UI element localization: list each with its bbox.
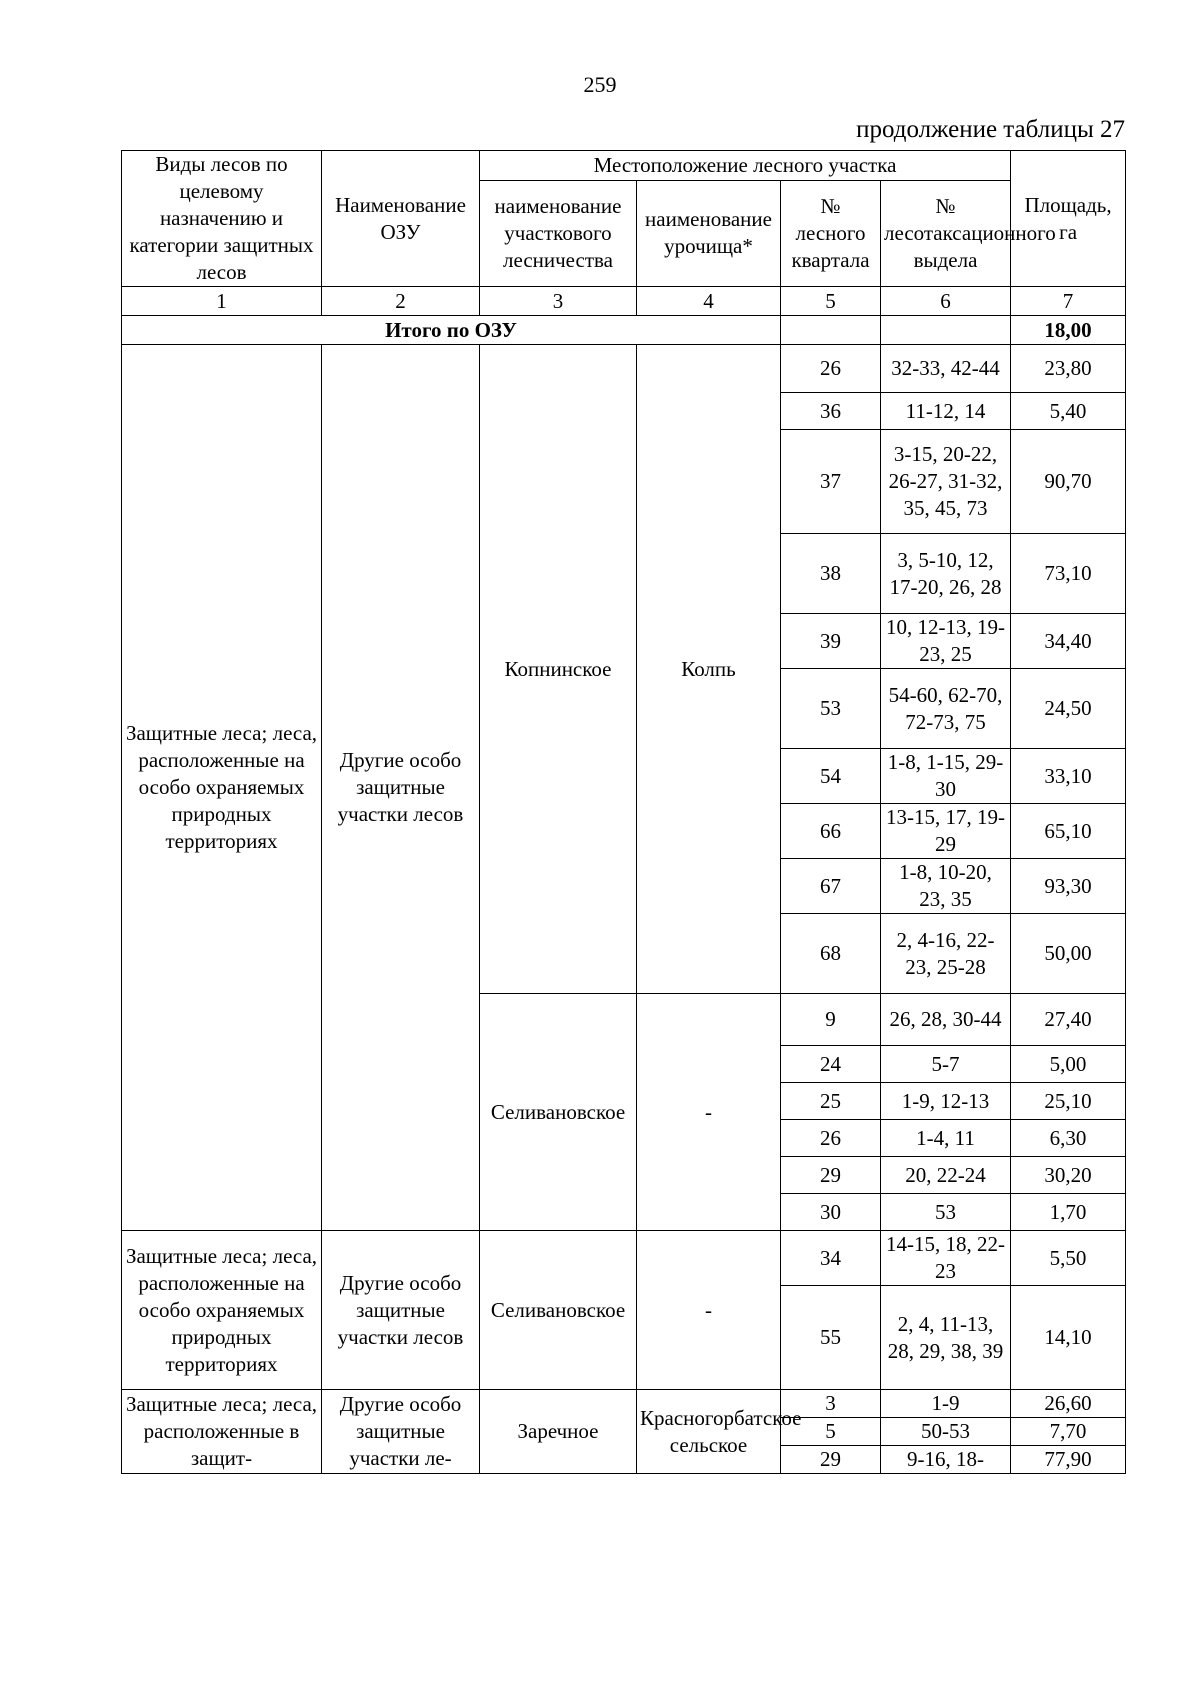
column-number: 6: [881, 287, 1011, 316]
forest-type-cell: Защитные леса; леса, расположенные на особо охраняемых природных территориях: [122, 1231, 322, 1390]
total-area: 18,00: [1011, 316, 1126, 345]
tract-cell: -: [637, 994, 781, 1231]
stand-cell: 2, 4, 11-13, 28, 29, 38, 39: [881, 1286, 1011, 1390]
area-cell: 33,10: [1011, 749, 1126, 804]
table-row: [122, 1231, 1126, 1286]
ozu-name-cell: Другие особо защитные участки ле-: [322, 1390, 480, 1474]
header-ozu-name: Наименование ОЗУ: [322, 151, 480, 287]
area-cell: 1,70: [1011, 1194, 1126, 1231]
stand-cell: 3, 5-10, 12, 17-20, 26, 28: [881, 534, 1011, 614]
quarter-cell: 29: [781, 1157, 881, 1194]
area-cell: 6,30: [1011, 1120, 1126, 1157]
area-cell: 30,20: [1011, 1157, 1126, 1194]
area-cell: 34,40: [1011, 614, 1126, 669]
tract-cell: Колпь: [637, 345, 781, 994]
area-cell: 65,10: [1011, 804, 1126, 859]
area-cell: 5,50: [1011, 1231, 1126, 1286]
stand-cell: 9-16, 18-: [881, 1446, 1011, 1474]
quarter-cell: 54: [781, 749, 881, 804]
district-cell: Заречное: [480, 1390, 637, 1474]
area-cell: 73,10: [1011, 534, 1126, 614]
quarter-cell: 53: [781, 669, 881, 749]
table-row: [122, 345, 1126, 393]
quarter-cell: 34: [781, 1231, 881, 1286]
column-number: 4: [637, 287, 781, 316]
district-cell: Селивановское: [480, 994, 637, 1231]
total-label: Итого по ОЗУ: [122, 316, 781, 345]
table-continuation-label: продолжение таблицы 27: [856, 116, 1125, 143]
area-cell: 77,90: [1011, 1446, 1126, 1474]
header-quarter: № лесного квартала: [781, 180, 881, 286]
area-cell: 7,70: [1011, 1418, 1126, 1446]
column-number-row: [122, 287, 1126, 316]
area-cell: 24,50: [1011, 669, 1126, 749]
header-row: [122, 151, 1126, 181]
stand-cell: 53: [881, 1194, 1011, 1231]
quarter-cell: 39: [781, 614, 881, 669]
stand-cell: 1-8, 10-20, 23, 35: [881, 859, 1011, 914]
district-cell: Копнинское: [480, 345, 637, 994]
forest-type-cell: Защитные леса; леса, расположенные на особо охраняемых природных территориях: [122, 345, 322, 1231]
header-location-group: Местоположение лесного участка: [480, 151, 1011, 181]
stand-cell: 20, 22-24: [881, 1157, 1011, 1194]
page-number: 259: [583, 72, 617, 97]
stand-cell: 32-33, 42-44: [881, 345, 1011, 393]
total-stand: [881, 316, 1011, 345]
area-cell: 25,10: [1011, 1083, 1126, 1120]
quarter-cell: 26: [781, 1120, 881, 1157]
stand-cell: 1-4, 11: [881, 1120, 1011, 1157]
area-cell: 14,10: [1011, 1286, 1126, 1390]
area-cell: 93,30: [1011, 859, 1126, 914]
column-number: 3: [480, 287, 637, 316]
ozu-name-cell: Другие особо защитные участки лесов: [322, 1231, 480, 1390]
district-cell: Селивановское: [480, 1231, 637, 1390]
stand-cell: 10, 12-13, 19-23, 25: [881, 614, 1011, 669]
header-tract: наименование урочища*: [637, 180, 781, 286]
area-cell: 26,60: [1011, 1390, 1126, 1418]
header-area: Площадь, га: [1011, 151, 1126, 287]
quarter-cell: 3: [781, 1390, 881, 1418]
column-number: 1: [122, 287, 322, 316]
header-district: наименование участкового лесничества: [480, 180, 637, 286]
quarter-cell: 30: [781, 1194, 881, 1231]
stand-cell: 13-15, 17, 19-29: [881, 804, 1011, 859]
tract-cell: Красногорбатское сельское: [637, 1390, 781, 1474]
stand-cell: 50-53: [881, 1418, 1011, 1446]
quarter-cell: 25: [781, 1083, 881, 1120]
forest-type-cell: Защитные леса; леса, расположенные в защит-: [122, 1390, 322, 1474]
quarter-cell: 68: [781, 914, 881, 994]
quarter-cell: 36: [781, 393, 881, 430]
area-cell: 90,70: [1011, 430, 1126, 534]
quarter-cell: 26: [781, 345, 881, 393]
quarter-cell: 67: [781, 859, 881, 914]
stand-cell: 54-60, 62-70, 72-73, 75: [881, 669, 1011, 749]
stand-cell: 3-15, 20-22, 26-27, 31-32, 35, 45, 73: [881, 430, 1011, 534]
quarter-cell: 9: [781, 994, 881, 1046]
quarter-cell: 29: [781, 1446, 881, 1474]
ozu-name-cell: Другие особо защитные участки лесов: [322, 345, 480, 1231]
quarter-cell: 24: [781, 1046, 881, 1083]
column-number: 5: [781, 287, 881, 316]
stand-cell: 5-7: [881, 1046, 1011, 1083]
column-number: 7: [1011, 287, 1126, 316]
stand-cell: 2, 4-16, 22-23, 25-28: [881, 914, 1011, 994]
quarter-cell: 55: [781, 1286, 881, 1390]
stand-cell: 11-12, 14: [881, 393, 1011, 430]
quarter-cell: 38: [781, 534, 881, 614]
area-cell: 27,40: [1011, 994, 1126, 1046]
area-cell: 23,80: [1011, 345, 1126, 393]
quarter-cell: 37: [781, 430, 881, 534]
header-stand: № лесотаксационного выдела: [881, 180, 1011, 286]
stand-cell: 1-9, 12-13: [881, 1083, 1011, 1120]
stand-cell: 14-15, 18, 22-23: [881, 1231, 1011, 1286]
stand-cell: 1-8, 1-15, 29-30: [881, 749, 1011, 804]
header-forest-type: Виды лесов по целевому назначению и категории защитных лесов: [122, 151, 322, 287]
area-cell: 50,00: [1011, 914, 1126, 994]
area-cell: 5,00: [1011, 1046, 1126, 1083]
column-number: 2: [322, 287, 480, 316]
forest-table: [121, 150, 1126, 1474]
total-quarter: [781, 316, 881, 345]
stand-cell: 1-9: [881, 1390, 1011, 1418]
tract-cell: -: [637, 1231, 781, 1390]
total-row: [122, 316, 1126, 345]
stand-cell: 26, 28, 30-44: [881, 994, 1011, 1046]
quarter-cell: 66: [781, 804, 881, 859]
area-cell: 5,40: [1011, 393, 1126, 430]
quarter-cell: 5: [781, 1418, 881, 1446]
table-row: [122, 1390, 1126, 1418]
